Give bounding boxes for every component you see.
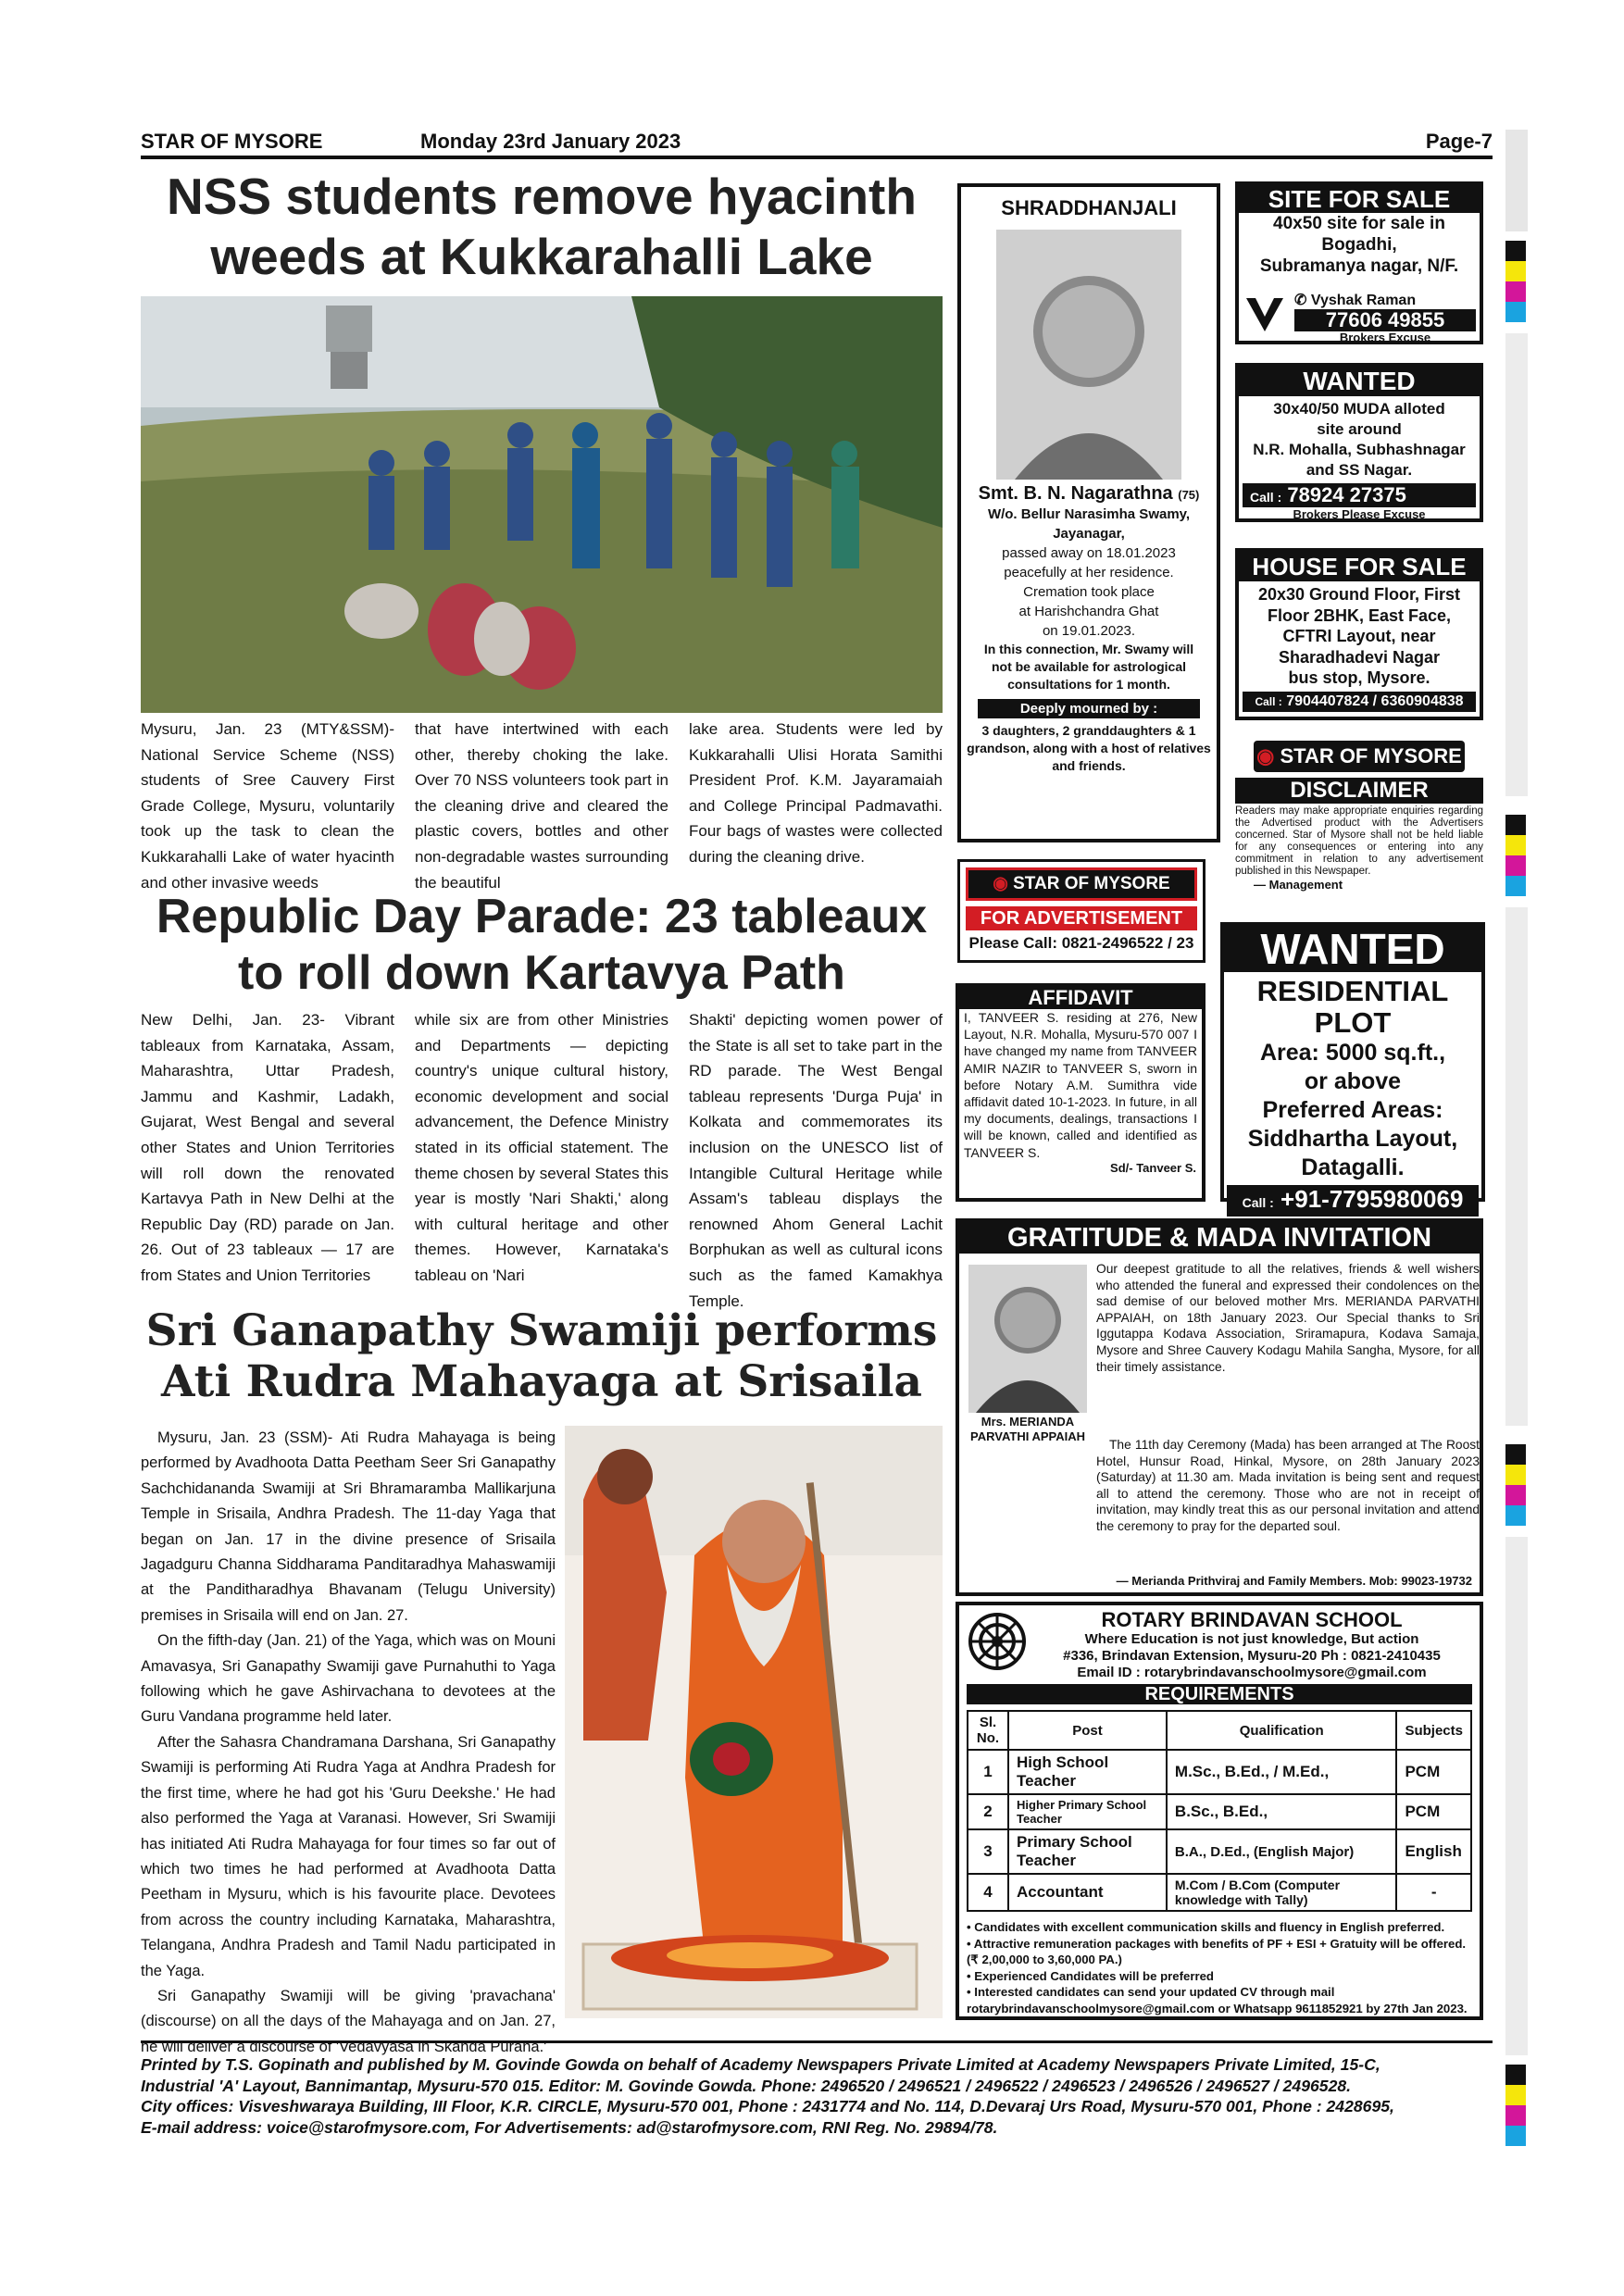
print-margin-strip	[1505, 1537, 1528, 2055]
paper-name: STAR OF MYSORE	[141, 130, 323, 153]
advert-phone: 0821-2496522 / 23	[1061, 934, 1194, 952]
table-row: 4 Accountant M.Com / B.Com (Computer knowledge with Tally) -	[968, 1874, 1471, 1911]
story3-photo	[565, 1426, 943, 2018]
house-phone: 7904407824 / 6360904838	[1286, 693, 1464, 709]
story3-headline: Sri Ganapathy Swamiji performs Ati Rudra Mahayaga at Srisaila	[145, 1305, 938, 1408]
disclaimer-box: ◉ STAR OF MYSORE DISCLAIMER Readers may make appropriate enquiries regarding the Advertised product with the Advertisers concerned. Star of Mysore shall not be held liable for any consequences or entering into any commitment in relation to any advertisement published in this Newspaper. — Management	[1235, 741, 1483, 907]
school-ad: ROTARY BRINDAVAN SCHOOL Where Education is not just knowledge, But action #336, Brindavan Extension, Mysuru-20 Ph : 0821-2410435 Email ID : rotarybrindavanschoolmysore@gmail.com REQUIREMENTS Sl. No. Post Qualification Subjects 1 High School Teacher M.Sc., B.Ed., / M.Ed., PCM 2 Higher Primary School Teacher B.Sc., B.Ed., PCM 3 Primary School Teacher B.A., D.Ed., (English Major) English 4 Accountant M.Com / B.Com (Computer knowledge with Tally) - • Candidates with excellent communication skills and fluency in English preferred. • Attractive remuneration packages with benefits of PF + ESI + Gratuity will be offered. (₹ 2,00,000 to 3,60,000 PA.) • Experienced Candidates will be preferred • Interested candidates can send your updated CV through mail rotarybrindavanschoolmysore@gmail.com or Whatsapp 9611852921 by 27th Jan 2023.	[956, 1602, 1483, 2020]
affidavit-ad: AFFIDAVIT I, TANVEER S. residing at 276, New Layout, N.R. Mohalla, Mysuru-570 007 I have changed my name from TANVEER AMIR NAZIR to TANVEER S, sworn in before Notary A.M. Sumithra vide affidavit dated 10-1-2023. In future, in all my documents, dealings, transactions I will be known, called and identified as TANVEER S. Sd/- Tanveer S.	[956, 983, 1206, 1202]
print-margin-strip	[1505, 907, 1528, 1426]
story3-body: Mysuru, Jan. 23 (SSM)- Ati Rudra Mahayaga is being performed by Avadhoota Datta Peetham Seer Sri Ganapathy Sachchidananda Swamiji at Sri Bhramaramba Mallikarjuna Temple in Srisaila, Andhra Pradesh. The 11-day Yaga that began on Jan. 17 in the divine presence of Srisaila Jagadguru Channa Siddharama Panditaradhya Mahaswamiji at the Panditharadhya Bhavanam (Telugu University) premises in Srisaila will end on Jan. 27. On the fifth-day (Jan. 21) of the Yaga, which was on Mouni Amavasya, Sri Ganapathy Swamiji gave Purnahuthi to Yaga following which he gave Ashirvachana to devotees at the Guru Vandana programme held later. After the Sahasra Chandramana Darshana, Sri Ganapathy Swamiji is performing Ati Rudra Yaga at Andhra Pradesh for the first time, where he had got his 'Guru Deekshe.' He had also performed the Yaga at Varanasi. However, Sri Swamiji has initiated Ati Rudra Mahayaga for four times so far out of which two times he had performed at Avadhoota Datta Peetham in Mysuru, which is his favourite place. Devotees from across the country including Karnataka, Maharashtra, Telangana, Andhra Pradesh and Tamil Nadu participated in the Yaga. Sri Ganapathy Swamiji will be giving 'pravachana' (discourse) on all the days of the Mahayaga and on Jan. 27, he will deliver a discourse of 'Vedavyasa in Skanda Purana.'	[141, 1429, 556, 2055]
emblem-icon: ◉	[1256, 744, 1280, 767]
registration-marks-top	[1505, 241, 1526, 322]
table-row: 3 Primary School Teacher B.A., D.Ed., (English Major) English	[968, 1829, 1471, 1874]
rotary-logo-icon	[968, 1613, 1026, 1670]
gratitude-ad: GRATITUDE & MADA INVITATION Mrs. MERIANDA PARVATHI APPAIAH Our deepest gratitude to all the relatives, friends & well wishers who attended the funeral and expressed their condolences on the sad demise of our beloved mother Mrs. MERIANDA PARVATHI APPAIAH, on 18th January 2023. Our Special thanks to Sri Iggutappa Kodava Association, Sriramapura, Kodava Samaja, Mysore and Shree Cauvery Kodagu Mahila Sangha, Mysore, for all their timely assistance. The 11th day Ceremony (Mada) has been arranged at The Roost Hotel, Hunsur Road, Hinkal, Mysore, on 28th January 2023 (Saturday) at 11.30 am. Mada invitation is being sent and request all to attend the ceremony. Those who are not in receipt of invitation, may kindly treat this as our personal invitation and attend the ceremony to pray for the departed soul. — Merianda Prithviraj and Family Members. Mob: 99023-19732	[956, 1218, 1483, 1596]
portrait-photo	[996, 230, 1181, 480]
masthead	[141, 126, 1493, 159]
requirements-table: Sl. No. Post Qualification Subjects 1 High School Teacher M.Sc., B.Ed., / M.Ed., PCM 2 Higher Primary School Teacher B.Sc., B.Ed., PCM 3 Primary School Teacher B.A., D.Ed., (English Major) English 4 Accountant M.Com / B.Com (Computer knowledge with Tally) -	[967, 1710, 1472, 1912]
brand-logo-icon	[1244, 294, 1285, 335]
imprint-footer: Printed by T.S. Gopinath and published by M. Govinde Gowda on behalf of Academy Newspapers Private Limited at Academy Newspapers Private Limited, 15-C, Industrial 'A' Layout, Bannimantap, Mysuru-570 015. Editor: M. Govinde Gowda. Phone: 2496520 / 2496521 / 2496522 / 2496523 / 2496526 / 2496527 / 2496528. City offices: Visveshwaraya Building, III Floor, K.R. CIRCLE, Mysuru-570 001, Phone : 2431774 and No. 114, D.Devaraj Urs Road, Mysuru-570 001, Phone : 2428695, E-mail address: voice@starofmysore.com, For Advertisements: ad@starofmysore.com, RNI Reg. No. 29894/78.	[141, 2040, 1493, 2138]
registration-marks-lower	[1505, 1444, 1526, 1526]
gratitude-photo	[968, 1265, 1087, 1413]
page-number: Page-7	[1425, 130, 1493, 153]
story1-body: Mysuru, Jan. 23 (MTY&SSM)- National Service Scheme (NSS) students of Sree Cauvery First Grade College, Mysuru, voluntarily took up the task to clean the Kukkarahalli Lake of water hyacinth and other invasive weeds that have intertwined with each other, thereby choking the lake. Over 70 NSS volunteers took part in the cleaning drive and cleared the plastic covers, bottles and other non-degradable wastes surrounding the beautiful lake area. Students were led by Kukkarahalli Ulisi Horata Samithi President Prof. K.M. Jayaramaiah and College Principal Padmavathi. Four bags of wastes were collected during the cleaning drive.	[141, 720, 943, 892]
print-margin-strip	[1505, 333, 1528, 796]
registration-marks-bottom	[1505, 2065, 1526, 2146]
print-margin-strip	[1505, 130, 1528, 231]
story2-body: New Delhi, Jan. 23- Vibrant tableaux from Karnataka, Assam, Maharashtra, Uttar Pradesh, Jammu and Kashmir, Ladakh, Gujarat, West Bengal and several other States and Union Territories will roll down the renovated Kartavya Path in New Delhi at the Republic Day (RD) parade on Jan. 26. Out of 23 tableaux — 17 are from States and Union Territories while six are from other Ministries and Departments — depicting country's unique cultural history, economic development and social advancement, the Defence Ministry stated in its official statement. The theme chosen by several States this year is mostly 'Nari Shakti,' along with cultural heritage and other themes. However, Karnataka's tableau on 'Nari Shakti' depicting women power of the State is all set to take part in the RD parade. The West Bengal tableau represents 'Durga Puja' in Kolkata and commemorates its inclusion on the UNESCO list of Intangible Cultural Heritage while Assam's tableau displays the renowned Ahom General Lachit Borphukan as well as cultural icons such as the famed Kamakhya Temple.	[141, 1011, 943, 1310]
story1-headline: NSS students remove hyacinth weeds at Kukkarahalli Lake	[167, 168, 917, 285]
story1-photo	[141, 296, 943, 713]
table-row: 1 High School Teacher M.Sc., B.Ed., / M.Ed., PCM	[968, 1750, 1471, 1794]
advertisement-box: ◉ STAR OF MYSORE FOR ADVERTISEMENT Please Call: 0821-2496522 / 23	[957, 859, 1206, 963]
wanted1-phone: 78924 27375	[1287, 483, 1406, 506]
site-for-sale-ad: SITE FOR SALE 40x50 site for sale in Bogadhi, Subramanya nagar, N/F. ✆ Vyshak Raman 77606 49855 Brokers Excuse	[1235, 181, 1483, 344]
wanted-plot-ad: WANTED RESIDENTIAL PLOT Area: 5000 sq.ft., or above Preferred Areas: Siddhartha Layout, Datagalli. Call : +91-7795980069	[1220, 922, 1485, 1202]
wanted-site-ad: WANTED 30x40/50 MUDA alloted site around N.R. Mohalla, Subhashnagar and SS Nagar. Call : 78924 27375 Brokers Please Excuse	[1235, 363, 1483, 522]
shraddhanjali-ad: SHRADDHANJALI Smt. B. N. Nagarathna (75) W/o. Bellur Narasimha Swamy, Jayanagar, passed away on 18.01.2023 peacefully at her residence. Cremation took place at Harishchandra Ghat on 19.01.2023. In this connection, Mr. Swamy will not be available for astrological consultations for 1 month. Deeply mourned by : 3 daughters, 2 granddaughters & 1 grandson, along with a host of relatives and friends.	[957, 183, 1220, 842]
registration-marks-mid	[1505, 815, 1526, 896]
issue-date: Monday 23rd January 2023	[420, 130, 681, 153]
table-row: 2 Higher Primary School Teacher B.Sc., B.Ed., PCM	[968, 1794, 1471, 1829]
phone-icon: ✆	[1294, 293, 1311, 308]
deceased-name: Smt. B. N. Nagarathna	[978, 483, 1173, 504]
wanted2-phone: +91-7795980069	[1280, 1185, 1464, 1213]
house-for-sale-ad: HOUSE FOR SALE 20x30 Ground Floor, First Floor 2BHK, East Face, CFTRI Layout, near Sharadhadevi Nagar bus stop, Mysore. Call : 7904407824 / 6360904838	[1235, 548, 1483, 720]
emblem-icon: ◉	[993, 874, 1014, 893]
story2-headline: Republic Day Parade: 23 tableaux to roll down Kartavya Path	[156, 890, 928, 1001]
